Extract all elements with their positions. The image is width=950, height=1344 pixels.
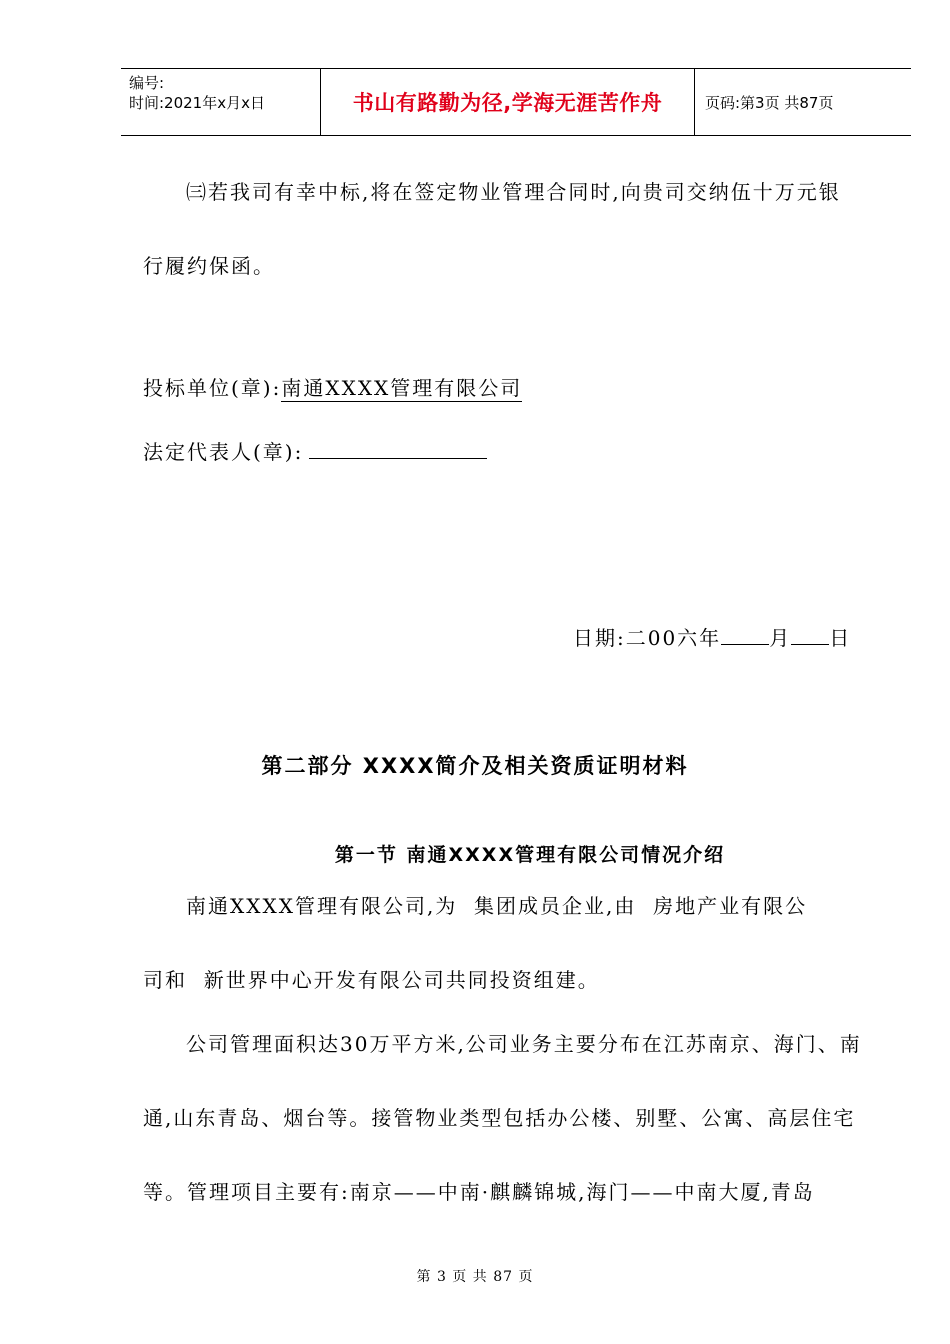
date-month: 月 <box>769 626 792 650</box>
date-day: 日 <box>829 626 852 650</box>
bidder-label: 投标单位(章): <box>143 376 282 400</box>
header-time-label: 时间:2021年x月x日 <box>129 94 265 112</box>
date-prefix: 日期:二00六年 <box>573 626 722 650</box>
bidder-value: 南通XXXX管理有限公司 <box>281 376 523 400</box>
section-heading: 第一节 南通XXXX管理有限公司情况介绍 <box>334 844 726 866</box>
area-line2: 通,山东青岛、烟台等。接管物业类型包括办公楼、别墅、公寓、高层住宅 <box>143 1106 856 1130</box>
page-header <box>121 68 911 136</box>
para1-line1: ㈢若我司有幸中标,将在签定物业管理合同时,向贵司交纳伍十万元银 <box>186 180 841 204</box>
date-month-blank <box>721 629 769 645</box>
intro-line1: 南通XXXX管理有限公司,为 集团成员企业,由 房地产业有限公 <box>186 894 808 918</box>
header-motto: 书山有路勤为径,学海无涯苦作舟 <box>321 69 695 135</box>
page-footer: 第 3 页 共 87 页 <box>416 1269 534 1285</box>
date-day-blank <box>791 629 829 645</box>
bidder-line <box>143 372 522 401</box>
legal-rep-label: 法定代表人(章): <box>143 440 304 464</box>
part-heading: 第二部分 XXXX简介及相关资质证明材料 <box>261 754 689 778</box>
legal-rep-line <box>143 436 487 465</box>
legal-rep-blank <box>309 443 487 459</box>
intro-line2: 司和 新世界中心开发有限公司共同投资组建。 <box>143 968 600 992</box>
date-line <box>573 622 851 651</box>
area-line1: 公司管理面积达30万平方米,公司业务主要分布在江苏南京、海门、南 <box>186 1032 862 1056</box>
area-line3: 等。管理项目主要有:南京——中南·麒麟锦城,海门——中南大厦,青岛 <box>143 1180 815 1204</box>
header-page-label: 页码:第3页 共87页 <box>705 93 834 112</box>
header-meta <box>121 69 321 135</box>
para1-line2: 行履约保函。 <box>143 254 275 278</box>
header-number-label: 编号: <box>129 74 165 92</box>
